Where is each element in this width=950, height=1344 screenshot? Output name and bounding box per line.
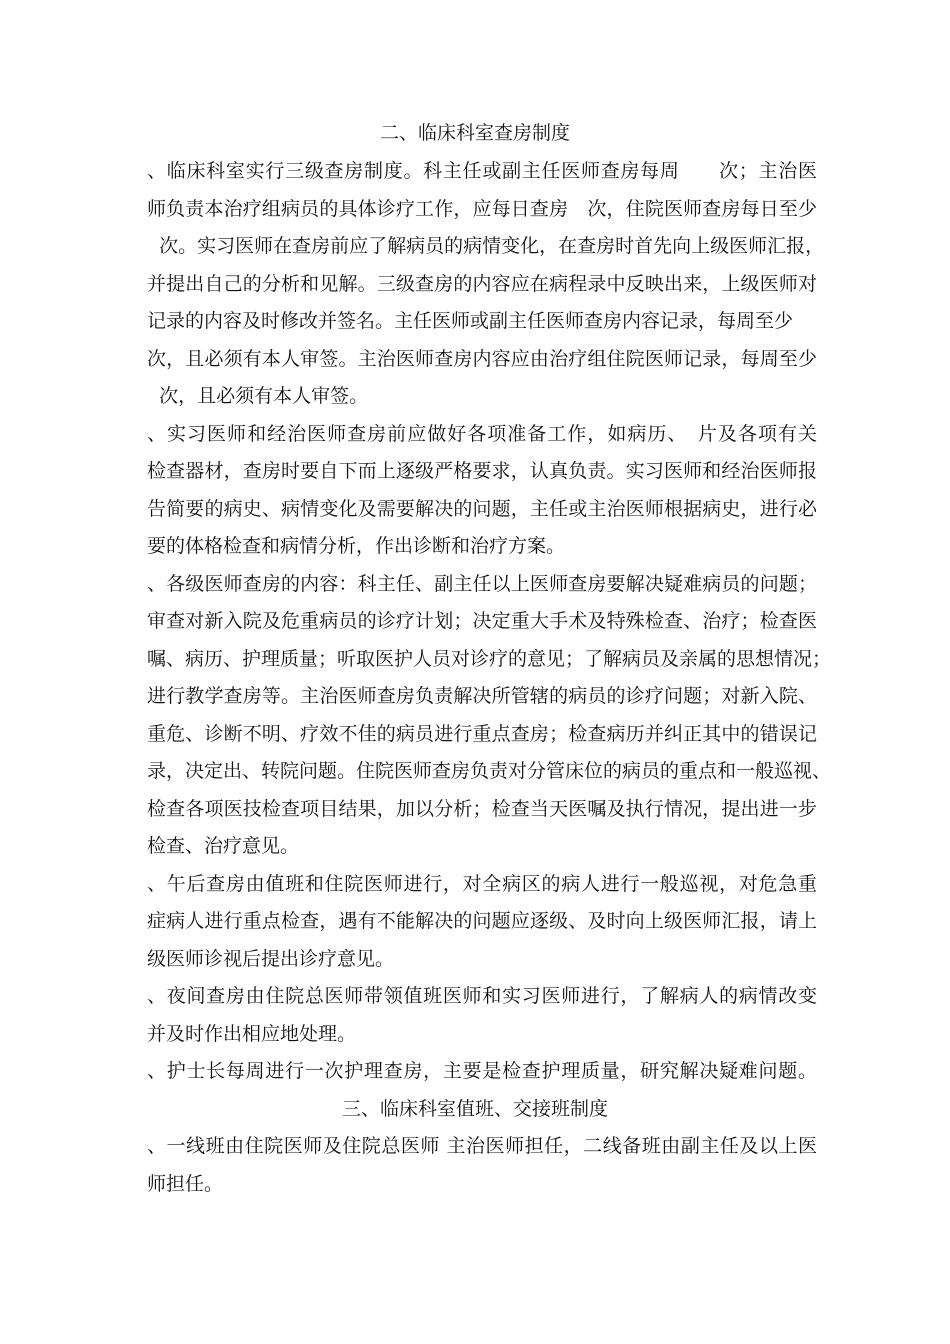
paragraph-line: 次，且必须有本人审签。 (147, 385, 369, 407)
paragraph-line: 检查各项医技检查项目结果，加以分析；检查当天医嘱及执行情况，提出进一步 (147, 798, 817, 820)
paragraph-line: 次。实习医师在查房前应了解病员的病情变化，在查房时首先向上级医师汇报， (147, 235, 825, 257)
paragraph-line: 告简要的病史、病情变化及需要解决的问题，主任或主治医师根据病史，进行必 (147, 498, 817, 520)
paragraph-line: 、各级医师查房的内容：科主任、副主任以上医师查房要解决疑难病员的问题； (147, 573, 817, 595)
paragraph-line: 师负责本治疗组病员的具体诊疗工作，应每日查房 次，住院医师查房每日至少 (147, 198, 817, 220)
paragraph-line: 、午后查房由值班和住院医师进行，对全病区的病人进行一般巡视，对危急重 (147, 873, 817, 895)
paragraph-line: 、临床科室实行三级查房制度。科主任或副主任医师查房每周 次；主治医 (147, 160, 817, 182)
paragraph-line: 次，且必须有本人审签。主治医师查房内容应由治疗组住院医师记录，每周至少 (147, 348, 817, 370)
paragraph-line: 检查、治疗意见。 (147, 835, 300, 857)
paragraph-line: 录，决定出、转院问题。住院医师查房负责对分管床位的病员的重点和一般巡视、 (147, 760, 832, 782)
paragraph-line: 、护士长每周进行一次护理查房，主要是检查护理质量，研究解决疑难问题。 (147, 1060, 817, 1082)
paragraph-line: 、一线班由住院医师及住院总医师 主治医师担任，二线备班由副主任及以上医 (147, 1135, 817, 1157)
paragraph-line: 症病人进行重点检查，遇有不能解决的问题应逐级、及时向上级医师汇报，请上 (147, 910, 817, 932)
paragraph-line: 重危、诊断不明、疗效不佳的病员进行重点查房；检查病历并纠正其中的错误记 (147, 723, 817, 745)
paragraph-line: 记录的内容及时修改并签名。主任医师或副主任医师查房内容记录，每周至少 (147, 310, 794, 332)
paragraph-line: 、夜间查房由住院总医师带领值班医师和实习医师进行，了解病人的病情改变 (147, 985, 817, 1007)
paragraph-line: 进行教学查房等。主治医师查房负责解决所管辖的病员的诊疗问题；对新入院、 (147, 685, 817, 707)
paragraph-line: 要的体格检查和病情分析，作出诊断和治疗方案。 (147, 535, 566, 557)
paragraph-line: 并提出自己的分析和见解。三级查房的内容应在病程录中反映出来，上级医师对 (147, 273, 817, 295)
section-3-title: 三、临床科室值班、交接班制度 (341, 1098, 608, 1120)
paragraph-line: 检查器材，查房时要自下而上逐级严格要求，认真负责。实习医师和经治医师报 (147, 460, 817, 482)
paragraph-line: 嘱、病历、护理质量；听取医护人员对诊疗的意见；了解病员及亲属的思想情况； (147, 648, 832, 670)
paragraph-line: 师担任。 (147, 1173, 224, 1195)
paragraph-line: 审查对新入院及危重病员的诊疗计划；决定重大手术及特殊检查、治疗；检查医 (147, 610, 817, 632)
paragraph-line: 级医师诊视后提出诊疗意见。 (147, 948, 395, 970)
section-2-title: 二、临床科室查房制度 (379, 122, 570, 144)
paragraph-line: 、实习医师和经治医师查房前应做好各项准备工作，如病历、 片及各项有关 (147, 423, 817, 445)
paragraph-line: 并及时作出相应地处理。 (147, 1023, 357, 1045)
